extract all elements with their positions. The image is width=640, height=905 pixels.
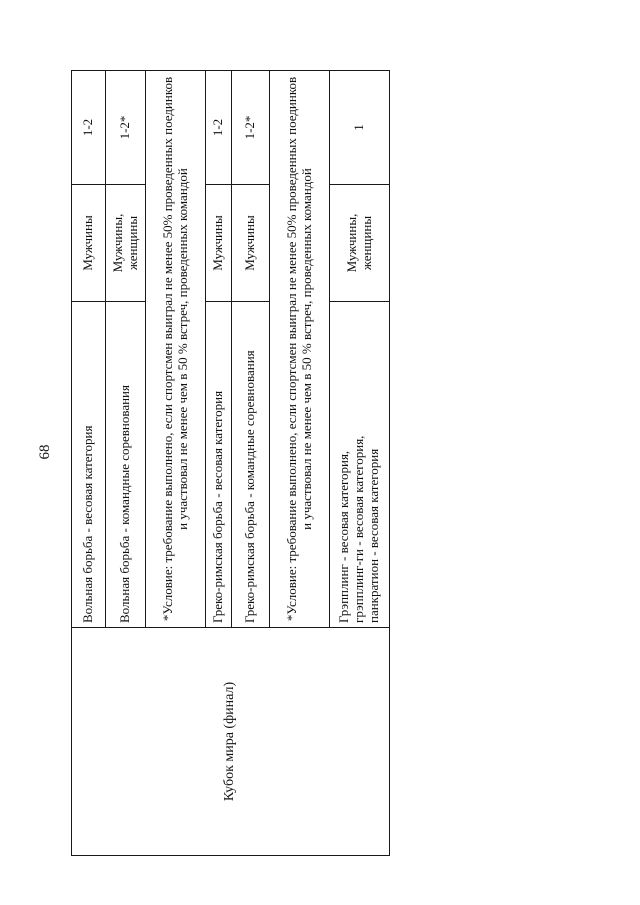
discipline-cell: Греко-римская борьба - весовая категория xyxy=(206,302,232,628)
place-cell: 1-2 xyxy=(72,71,106,185)
page-number: 68 xyxy=(37,444,53,460)
condition-note: *Условие: требование выполнено, если спортсмен выиграл не менее 50% проведенных поединков и участвовал не менее чем в 50 % встреч, проведенных командой xyxy=(146,71,206,628)
table-row xyxy=(72,71,106,856)
competition-cell: Кубок мира (финал) xyxy=(72,628,390,856)
place-cell: 1-2 xyxy=(206,71,232,185)
place-cell: 1-2* xyxy=(232,71,270,185)
gender-cell: Мужчины, женщины xyxy=(106,185,146,302)
sports-ranking-table xyxy=(71,70,390,856)
discipline-cell: Вольная борьба - командные соревнования xyxy=(106,302,146,628)
discipline-cell: Вольная борьба - весовая категория xyxy=(72,302,106,628)
place-cell: 1-2* xyxy=(106,71,146,185)
gender-cell: Мужчины xyxy=(206,185,232,302)
gender-cell: Мужчины xyxy=(72,185,106,302)
condition-note: *Условие: требование выполнено, если спортсмен выиграл не менее 50% проведенных поединков и участвовал не менее чем в 50 % встреч, проведенных командой xyxy=(270,71,330,628)
gender-cell: Мужчины, женщины xyxy=(330,185,390,302)
place-cell: 1 xyxy=(330,71,390,185)
discipline-cell: Грэпплинг - весовая категория, грэпплинг-ги - весовая категория, панкратион - весовая категория xyxy=(330,302,390,628)
gender-cell: Мужчины xyxy=(232,185,270,302)
discipline-cell: Греко-римская борьба - командные соревнования xyxy=(232,302,270,628)
rotated-table-container xyxy=(71,71,389,856)
